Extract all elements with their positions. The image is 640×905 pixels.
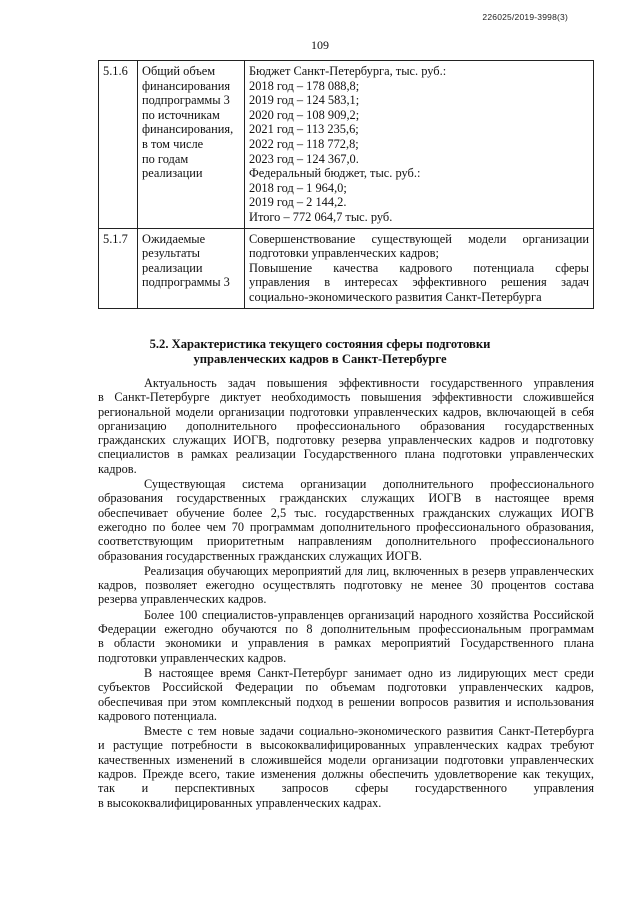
paragraph-line: гражданских служащих ИОГВ, подготовку резерва управленческих кадров и подготовку xyxy=(98,433,594,448)
row-name-line: результаты xyxy=(142,246,200,261)
section-heading xyxy=(0,337,640,367)
section-body xyxy=(98,376,594,811)
paragraph-line: Реализация обучающих мероприятий для лиц, включенных в резерв управленческих xyxy=(144,563,594,578)
table-row xyxy=(99,61,594,229)
paragraph-line: обеспечивает обучение более 2,5 тыс. государственных гражданских служащих ИОГВ xyxy=(98,505,594,520)
paragraph-line: обеспечивая при этом комплексный подход в решении вопросов развития и использования xyxy=(98,694,594,709)
row-value-line: управления в интересах эффективного решения задач xyxy=(249,275,589,290)
row-name-line: подпрограммы 3 xyxy=(142,93,230,108)
paragraph-line: в Санкт-Петербурге диктует необходимость повышения эффективности сложившейся xyxy=(98,390,594,405)
row-number: 5.1.6 xyxy=(99,61,138,229)
page-number: 109 xyxy=(311,38,329,52)
paragraph-line: региональной модели организации подготовки управленческих кадров, включающей в себя xyxy=(98,404,594,419)
paragraph-line: образования государственных гражданских служащих ИОГВ. xyxy=(98,548,422,563)
paragraph-line: в высококвалифицированных управленческих кадрах. xyxy=(98,795,382,810)
paragraph xyxy=(98,666,594,723)
paragraph-line: Более 100 специалистов-управленцев организаций народного хозяйства Российской xyxy=(144,607,594,622)
row-value-line: 2019 год – 2 144,2. xyxy=(249,195,347,210)
paragraph-line: качественных изменений в сложившейся модели организации подготовки управленческих xyxy=(98,752,594,767)
paragraph-line: Актуальность задач повышения эффективности государственного управления xyxy=(144,376,594,390)
table-row xyxy=(99,228,594,308)
row-name-line: подпрограммы 3 xyxy=(142,275,230,290)
row-value-line: Бюджет Санкт-Петербурга, тыс. руб.: xyxy=(249,64,447,78)
paragraph-line: Существующая система организации дополнительного профессионального xyxy=(144,477,594,492)
row-number: 5.1.7 xyxy=(99,228,138,308)
paragraph-line: кадрового потенциала. xyxy=(98,708,218,723)
section-heading-line: управленческих кадров в Санкт-Петербурге xyxy=(193,352,447,366)
paragraph-line: в области экономики и управления в рамках мероприятий Государственного плана xyxy=(98,636,594,651)
row-value xyxy=(245,61,594,229)
paragraph-line: соответствующим приоритетным направлениям дополнительного профессионального xyxy=(98,534,594,549)
paragraph-line: Вместе с тем новые задачи социально-экономического развития Санкт-Петербурга xyxy=(144,724,594,739)
paragraph-line: В настоящее время Санкт-Петербург занимает одно из лидирующих мест среди xyxy=(144,665,594,680)
row-value-line: подготовки управленческих кадров; xyxy=(249,246,439,261)
row-value-line: Совершенствование существующей модели организации xyxy=(249,231,589,246)
paragraph xyxy=(98,724,594,810)
subprogram-table xyxy=(98,60,594,309)
section-heading-line: 5.2. Характеристика текущего состояния сферы подготовки xyxy=(149,337,491,351)
row-value-line: 2021 год – 113 235,6; xyxy=(249,122,359,137)
row-value-line: 2018 год – 1 964,0; xyxy=(249,180,347,195)
paragraph-line: организацию дополнительного профессионального образования государственных xyxy=(98,418,594,433)
paragraph xyxy=(98,564,594,607)
paragraph-line: и растущие потребности в высококвалифицированных управленческих кадрах требуют xyxy=(98,738,594,753)
row-name-line: Общий объем xyxy=(142,64,216,78)
row-value-line: Федеральный бюджет, тыс. руб.: xyxy=(249,166,421,181)
paragraph-line: кадров. Прежде всего, такие изменения должны обеспечить удовлетворение как текущих, xyxy=(98,767,594,782)
row-name-line: по годам xyxy=(142,151,189,166)
row-value-line: Итого – 772 064,7 тыс. руб. xyxy=(249,209,393,224)
row-name-line: в том числе xyxy=(142,136,204,151)
row-value-line: Повышение качества кадрового потенциала сферы xyxy=(249,260,589,275)
row-value-line: 2018 год – 178 088,8; xyxy=(249,78,360,93)
paragraph-line: кадров. xyxy=(98,461,137,476)
paragraph-line: кадров, позволяет ежегодно осуществлять подготовку не менее 30 процентов состава xyxy=(98,578,594,593)
paragraph-line: резерва управленческих кадров. xyxy=(98,592,267,607)
row-name-line: реализации xyxy=(142,166,203,181)
row-name-line: реализации xyxy=(142,260,203,275)
paragraph-line: подготовки управленческих кадров. xyxy=(98,650,287,665)
paragraph-line: ежегодно по более чем 70 программам дополнительного профессионального образования, xyxy=(98,519,594,534)
paragraph-line: специалистов в рамках реализации Государственного плана подготовки управленческих xyxy=(98,447,594,462)
row-value-line: 2019 год – 124 583,1; xyxy=(249,93,360,108)
row-name-line: финансирования, xyxy=(142,122,234,137)
paragraph-line: образования государственных гражданских служащих ИОГВ в настоящее время xyxy=(98,491,594,506)
row-name xyxy=(138,228,245,308)
row-name-line: Ожидаемые xyxy=(142,231,206,246)
row-name xyxy=(138,61,245,229)
row-value-line: 2023 год – 124 367,0. xyxy=(249,151,359,166)
row-value-line: 2022 год – 118 772,8; xyxy=(249,136,359,151)
paragraph-line: Федерации ежегодно обучаются по 8 дополнительным профессиональным программам xyxy=(98,622,594,637)
row-value-line: 2020 год – 108 909,2; xyxy=(249,107,360,122)
paragraph-line: субъектов Российской Федерации по объемам подготовки управленческих кадров, xyxy=(98,680,594,695)
row-name-line: по источникам xyxy=(142,107,220,122)
row-name-line: финансирования xyxy=(142,78,231,93)
document-number: 226025/2019-3998(3) xyxy=(482,12,568,22)
paragraph xyxy=(98,477,594,563)
paragraph xyxy=(98,376,594,476)
row-value-line: социально-экономического развития Санкт-Петербурга xyxy=(249,289,542,304)
paragraph xyxy=(98,608,594,665)
row-value xyxy=(245,228,594,308)
paragraph-line: так и перспективных запросов сферы государственного управления xyxy=(98,781,594,796)
